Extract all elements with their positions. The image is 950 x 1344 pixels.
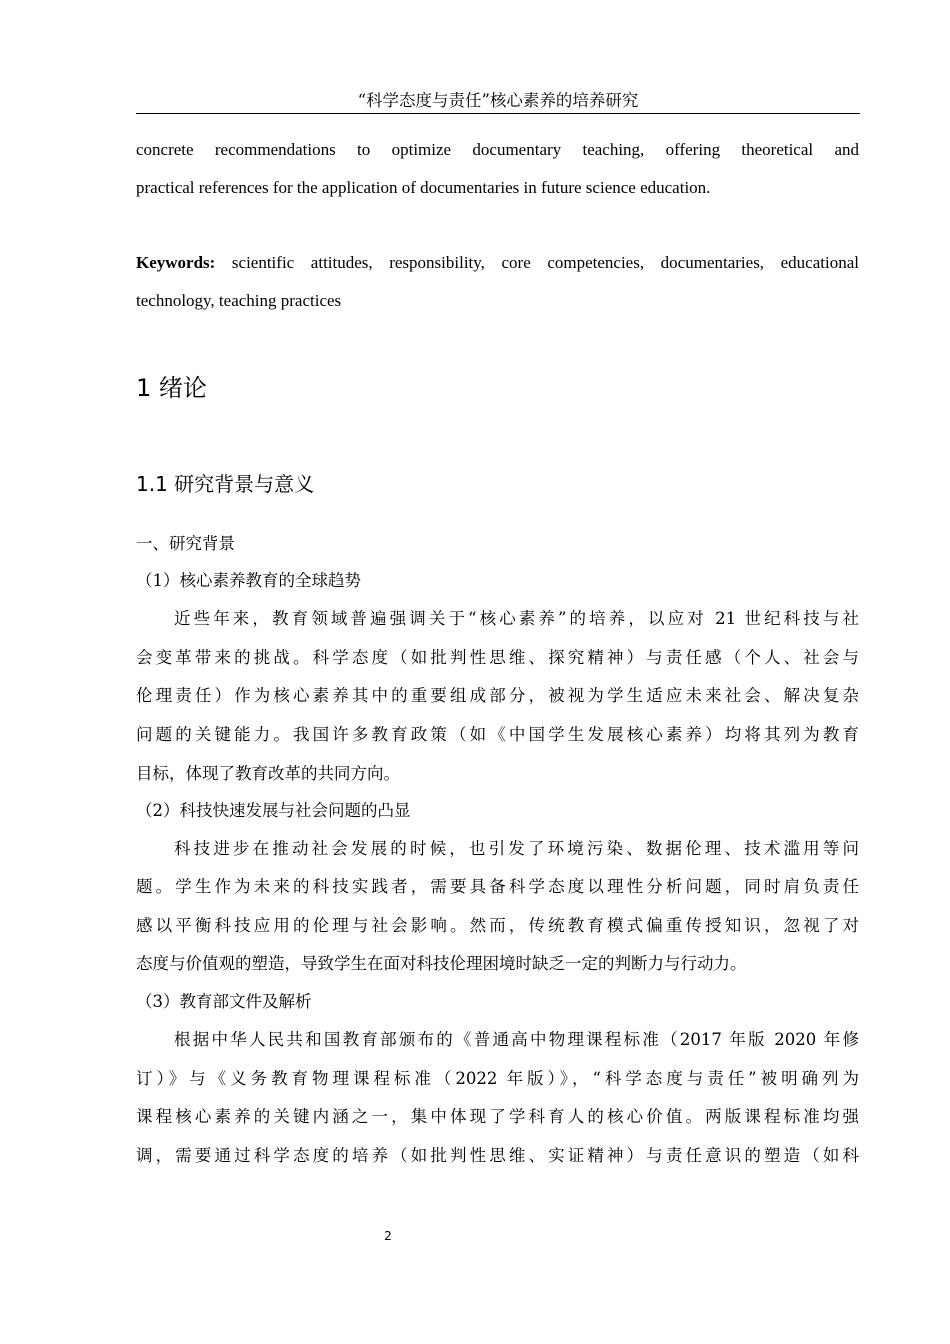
body-line: 近些年来，教育领域普遍强调关于“核心素养”的培养，以应对 21 世纪科技与社 (174, 609, 859, 628)
keywords-line: technology, teaching practices (136, 291, 342, 310)
body-line: 感以平衡科技应用的伦理与社会影响。然而，传统教育模式偏重传授知识，忽视了对 (136, 916, 859, 935)
chapter-heading: 1 绪论 (136, 374, 207, 402)
body-line: 目标，体现了教育改革的共同方向。 (136, 764, 400, 783)
keywords-label: Keywords: (136, 253, 216, 272)
section-heading: 1.1 研究背景与意义 (136, 472, 315, 496)
abstract-line: practical references for the application of documentaries in future science education. (136, 178, 711, 197)
keywords-line (136, 244, 859, 282)
body-line: 伦理责任）作为核心素养其中的重要组成部分，被视为学生适应未来社会、解决复杂 (136, 686, 859, 705)
body-line: 订）》与《义务教育物理课程标准（2022 年版）》，“科学态度与责任”被明确列为 (136, 1069, 859, 1088)
item-heading: （3）教育部文件及解析 (136, 992, 312, 1011)
abstract-tail (136, 131, 859, 207)
body-line: 题。学生作为未来的科技实践者，需要具备科学态度以理性分析问题，同时肩负责任 (136, 877, 859, 896)
item-heading: （2）科技快速发展与社会问题的凸显 (136, 801, 411, 820)
body-line: 态度与价值观的塑造，导致学生在面对科技伦理困境时缺乏一定的判断力与行动力。 (136, 954, 747, 973)
abstract-line: concrete recommendations to optimize documentary teaching, offering theoretical and (136, 140, 859, 159)
body-line: 问题的关键能力。我国许多教育政策（如《中国学生发展核心素养）均将其列为教育 (136, 725, 859, 744)
body-line: 会变革带来的挑战。科学态度（如批判性思维、探究精神）与责任感（个人、社会与 (136, 648, 859, 667)
body-line: 课程核心素养的关键内涵之一，集中体现了学科育人的核心价值。两版课程标准均强 (136, 1107, 859, 1126)
body-line: 科技进步在推动社会发展的时候，也引发了环境污染、数据伦理、技术滥用等问 (174, 839, 859, 858)
body-line: 调，需要通过科学态度的培养（如批判性思维、实证精神）与责任意识的塑造（如科 (136, 1146, 859, 1165)
running-header: “科学态度与责任”核心素养的培养研究 (357, 91, 639, 110)
subsection-heading: 一、研究背景 (136, 534, 235, 553)
keywords-block (136, 244, 859, 320)
header-rule (136, 113, 860, 114)
item-heading: （1）核心素养教育的全球趋势 (136, 571, 361, 590)
body-line: 根据中华人民共和国教育部颁布的《普通高中物理课程标准（2017 年版 2020 年修 (174, 1030, 859, 1049)
keywords-values: scientific attitudes, responsibility, core competencies, documentaries, educational (215, 253, 859, 272)
page-number: 2 (384, 1229, 392, 1243)
